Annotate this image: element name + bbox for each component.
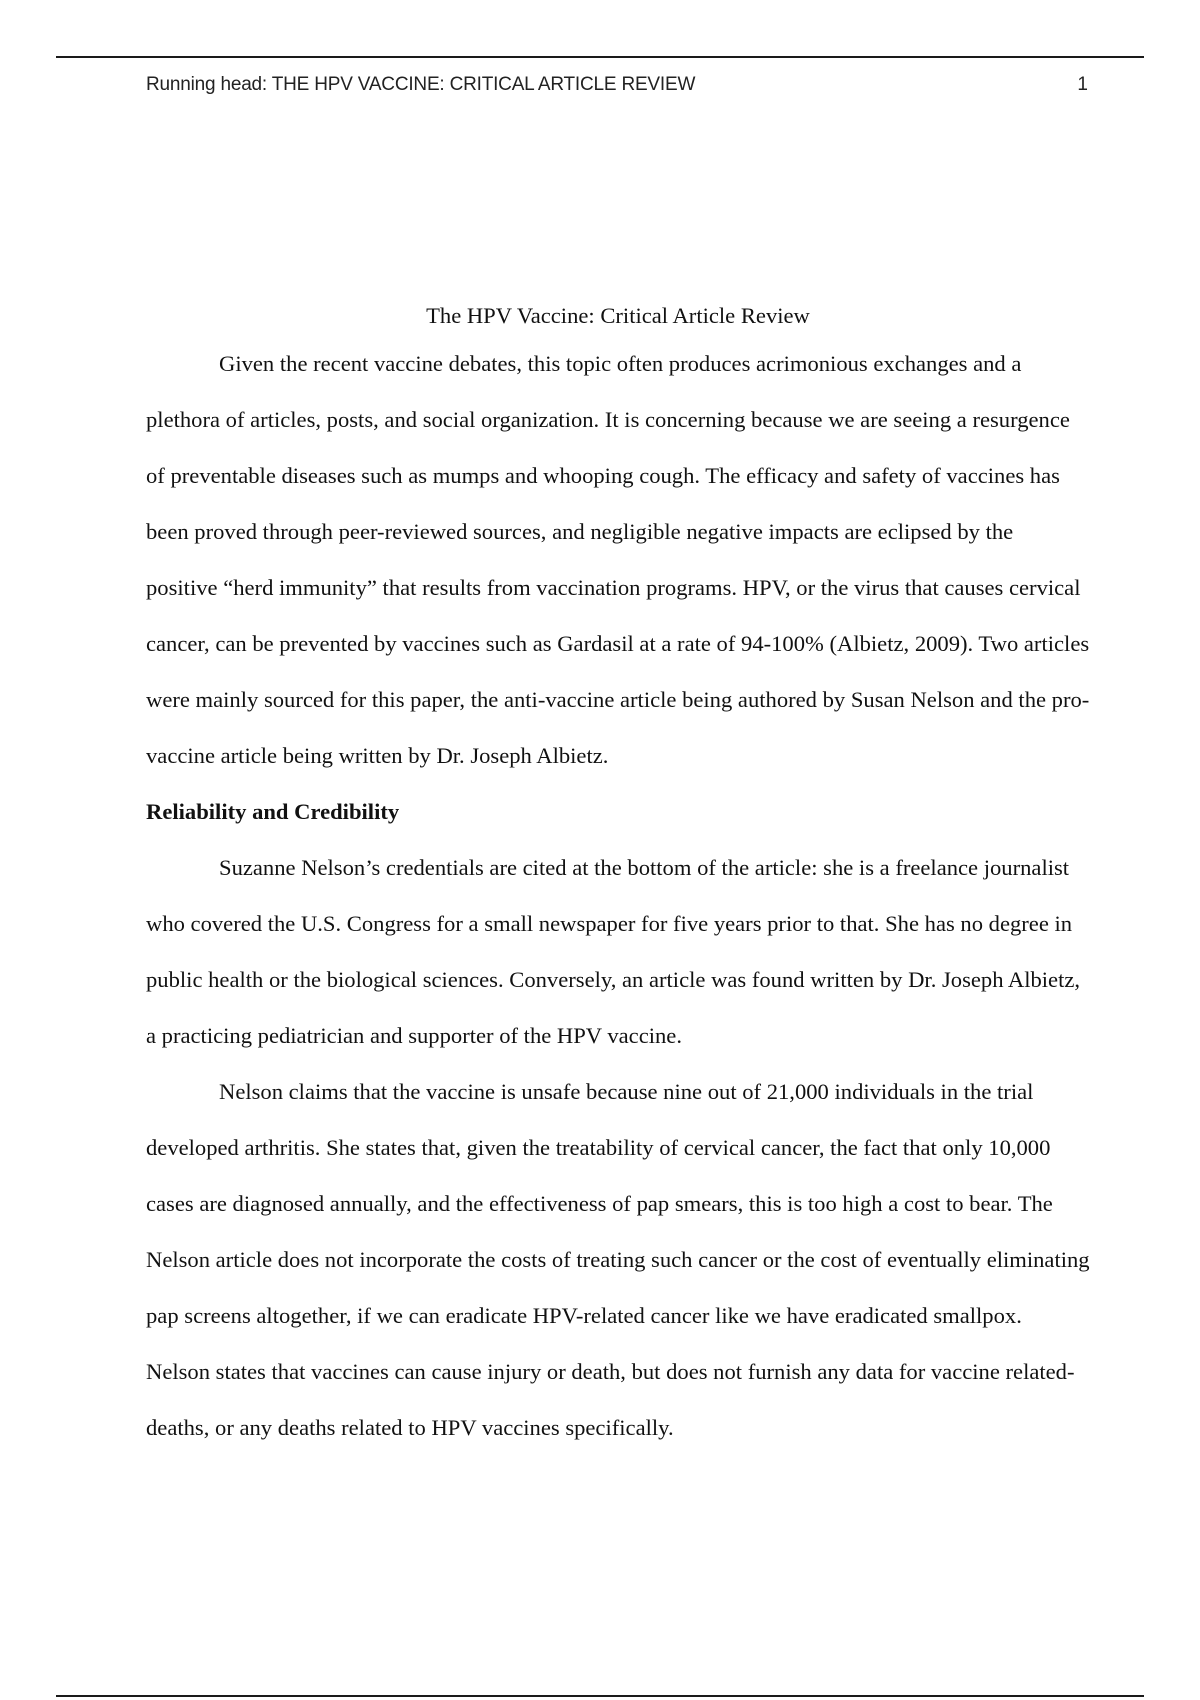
header-rule: [56, 56, 1144, 58]
running-head: Running head: THE HPV VACCINE: CRITICAL ARTICLE REVIEW: [146, 74, 696, 95]
section-heading: Reliability and Credibility: [146, 799, 400, 824]
intro-paragraph: Given the recent vaccine debates, this topic often produces acrimonious exchanges and a plethora of articles, posts, and social organization. It is concerning because we are seeing a resurgence of preventable diseases such as mumps and whooping cough. The efficacy and safety of vaccines has been proved through peer-reviewed sources, and negligible negative impacts are eclipsed by the positive “herd immunity” that results from vaccination programs. HPV, or the virus that causes cervical cancer, can be prevented by vaccines such as Gardasil at a rate of 94-100% (Albietz, 2009). Two articles were mainly sourced for this paper, the anti-vaccine article being authored by Susan Nelson and the pro-vaccine article being written by Dr. Joseph Albietz.: [146, 351, 1090, 768]
footer-rule: [56, 1695, 1144, 1697]
body-paragraph: Nelson claims that the vaccine is unsafe because nine out of 21,000 individuals in the trial developed arthritis. She states that, given the treatability of cervical cancer, the fact that only 10,000 cases are diagnosed annually, and the effectiveness of pap smears, this is too high a cost to bear. The Nelson article does not incorporate the costs of treating such cancer or the cost of eventually eliminating pap screens altogether, if we can eradicate HPV-related cancer like we have eradicated smallpox. Nelson states that vaccines can cause injury or death, but does not furnish any data for vaccine related-deaths, or any deaths related to HPV vaccines specifically.: [146, 1079, 1090, 1440]
body-paragraph: Suzanne Nelson’s credentials are cited at the bottom of the article: she is a freelance journalist who covered the U.S. Congress for a small newspaper for five years prior to that. She has no degree in public health or the biological sciences. Conversely, an article was found written by Dr. Joseph Albietz, a practicing pediatrician and supporter of the HPV vaccine.: [146, 855, 1081, 1048]
page-header: [146, 74, 1088, 100]
page-number: 1: [1077, 74, 1088, 95]
document-body: [146, 294, 1090, 1456]
document-title: The HPV Vaccine: Critical Article Review: [426, 303, 810, 328]
